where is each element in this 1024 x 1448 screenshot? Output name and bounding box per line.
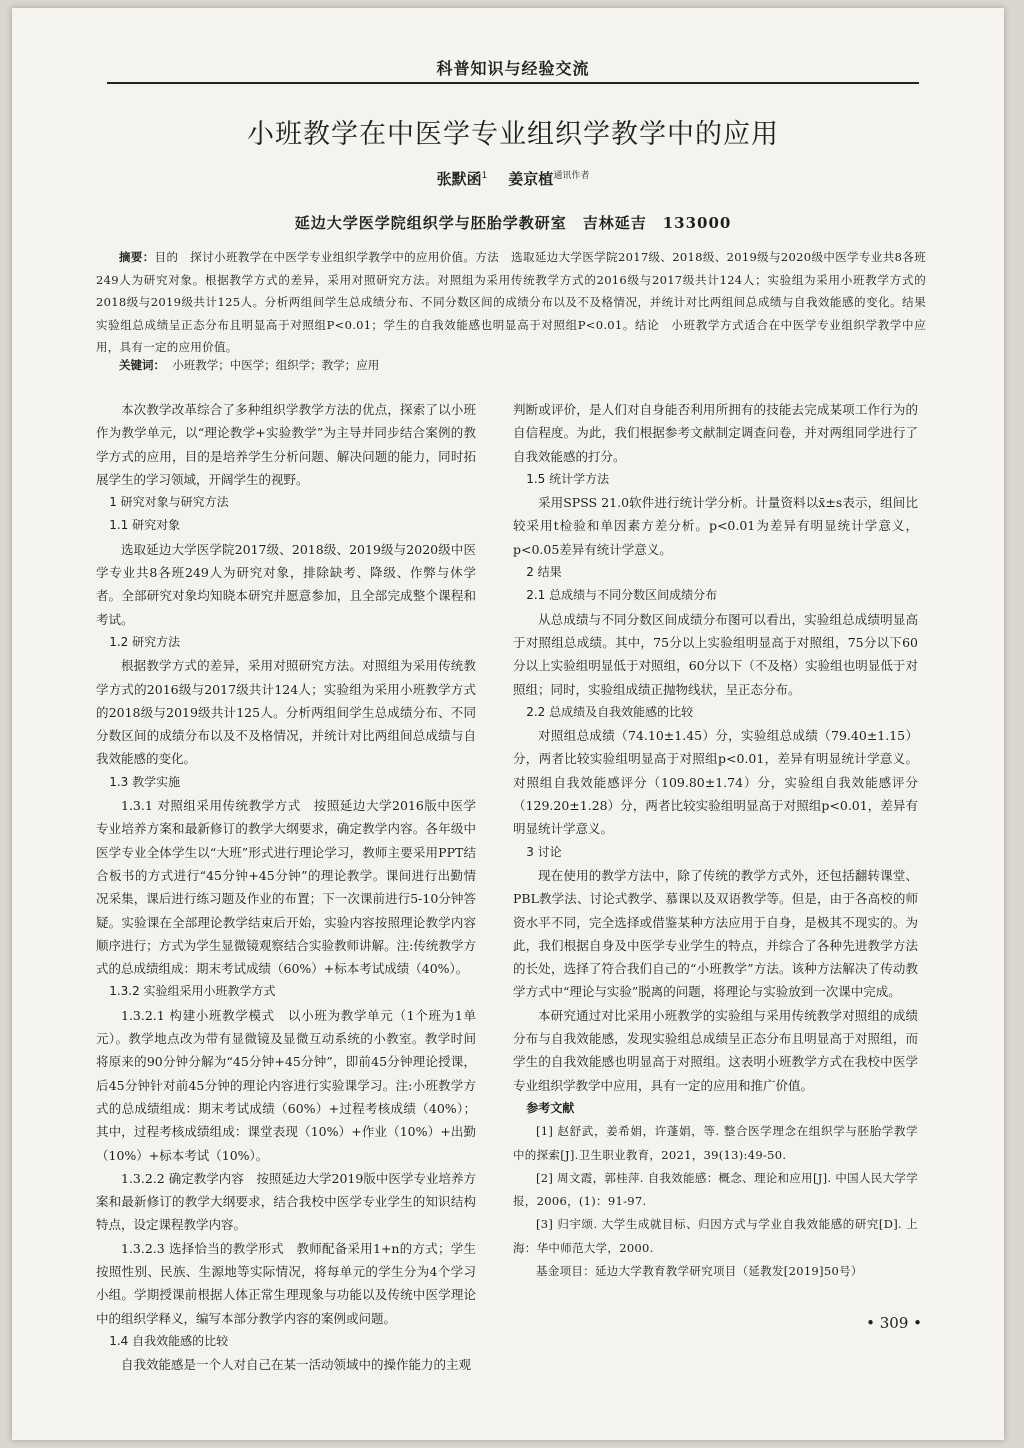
- paragraph: 根据教学方式的差异，采用对照研究方法。对照组为采用传统教学方式的2016级与2017级共计124人；实验组为采用小班教学方式的2018级与2019级共计125人。分析两组间学生总成绩分布、不同分数区间的成绩分布以及不及格情况，并统计对比两组间总成绩与自我效能感的变化。: [96, 658, 476, 767]
- paragraph: 从总成绩与不同分数区间成绩分布图可以看出，实验组总成绩明显高于对照组总成绩。其中，75分以上实验组明显高于对照组，75分以下60分以上实验组明显低于对照组，60分以下（不及格）实验组也明显低于对照组；同时，实验组成绩正抛物线状，呈正态分布。: [513, 611, 918, 697]
- author-2-sup: 通讯作者: [553, 171, 590, 181]
- paragraph: 选取延边大学医学院2017级、2018级、2019级与2020级中医学专业共8各班249人为研究对象，排除缺考、降级、作弊与休学者。全部研究对象均知晓本研究并愿意参加，且全部完成整个课程和考试。: [96, 541, 476, 627]
- paragraph: 本研究通过对比采用小班教学的实验组与采用传统教学对照组的成绩分布与自我效能感，发现实验组总成绩呈正态分布且明显高于对照组，而学生的自我效能感也明显高于对照组。这表明小班教学方式在我校中医学专业组织学教学中应用，具有一定的应用和推广价值。: [513, 1007, 918, 1093]
- paragraph: 1.3.2.2 确定教学内容 按照延边大学2019版中医学专业培养方案和最新修订的教学大纲要求，结合我校中医学专业学生的知识结构特点，设定课程教学内容。: [96, 1170, 476, 1233]
- paragraph: 1.3.2.1 构建小班教学模式 以小班为教学单元（1个班为1单元）。教学地点改为带有显微镜及显微互动系统的小教室。教学时间将原来的90分钟分解为“45分钟+45分钟”，即前45分钟理论授课，后45分钟针对前45分钟的理论内容进行实验课学习。注:小班教学方式的总成绩组成：期末考试成绩（60%）+过程考核成绩（40%）；其中，过程考核成绩组成：课堂表现（10%）+作业（10%）+出勤（10%）+标本考试（10%）。: [96, 1007, 476, 1163]
- abstract-label: 摘要：: [119, 250, 155, 264]
- references-heading: 参考文献: [526, 1100, 575, 1115]
- section-heading: 2.2 总成绩及自我效能感的比较: [526, 704, 694, 719]
- section-heading: 1 研究对象与研究方法: [109, 495, 229, 510]
- funding-note: 基金项目：延边大学教育教学研究项目（延教发[2019]50号）: [536, 1263, 863, 1278]
- section-heading: 1.4 自我效能感的比较: [109, 1333, 229, 1348]
- section-heading: 2.1 总成绩与不同分数区间成绩分布: [526, 588, 718, 603]
- author-1-sup: 1: [481, 171, 488, 181]
- author-2: 姜京植: [508, 170, 554, 188]
- section-heading: 3 讨论: [526, 844, 562, 859]
- keywords-text: 小班教学；中医学；组织学；教学；应用: [172, 358, 380, 372]
- reference-item: [1] 赵舒武，姜希娟，许蓬娟，等. 整合医学理念在组织学与胚胎学教学中的探索[J].卫生职业教育，2021，39(13):49-50.: [513, 1124, 918, 1162]
- abstract-text: 目的 探讨小班教学在中医学专业组织学教学中的应用价值。方法 选取延边大学医学院2017级、2018级、2019级与2020级中医学专业共8各班249人为研究对象。根据教学方式的差异，采用对照研究方法。对照组为采用传统教学方式的2016级与2017级共计124人；实验组为采用小班教学方式的2018级与2019级共计125人。分析两组间学生总成绩分布、不同分数区间的成绩分布以及不及格情况，并统计对比两组间总成绩与自我效能感的变化。结果 实验组总成绩呈正态分布且明显高于对照组P<0.01；学生的自我效能感也明显高于对照组P<0.01。结论 小班教学方式适合在中医学专业组织学教学中应用，具有一定的应用价值。: [96, 250, 938, 354]
- header-rule: [107, 82, 919, 84]
- keywords-label: 关键词：: [119, 358, 165, 372]
- paragraph: 判断或评价，是人们对自身能否利用所拥有的技能去完成某项工作行为的自信程度。为此，我们根据参考文献制定调查问卷，并对两组同学进行了自我效能感的打分。: [513, 402, 918, 464]
- paragraph: 1.3.1 对照组采用传统教学方式 按照延边大学2016版中医学专业培养方案和最新修订的教学大纲要求，确定教学内容。各年级中医学专业全体学生以“大班”形式进行理论学习，教师主要采用PPT结合板书的方式进行“45分钟+45分钟”的理论教学。课间进行出勤情况采集，课后进行练习题及作业的布置；下一次课前进行5-10分钟答疑。实验课在全部理论教学结束后开始，实验内容按照理论教学内容顺序进行；方式为学生显微镜观察结合实验教师讲解。注:传统教学方式的总成绩组成：期末考试成绩（60%）+标本考试成绩（40%）。: [96, 798, 476, 977]
- authors: [107, 168, 919, 189]
- section-heading: 1.2 研究方法: [109, 634, 181, 649]
- journal-page: [12, 8, 1004, 1440]
- page-number: • 309 •: [866, 1314, 922, 1332]
- section-heading: 1.5 统计学方法: [526, 471, 610, 486]
- reference-item: [2] 周文霞，郭桂萍. 自我效能感：概念、理论和应用[J]. 中国人民大学学报，2006，(1)：91-97.: [513, 1170, 918, 1209]
- left-column: [96, 398, 476, 1376]
- author-1: 张默函: [436, 170, 482, 188]
- paragraph: 对照组总成绩（74.10±1.45）分，实验组总成绩（79.40±1.15）分，两者比较实验组明显高于对照组p<0.01，差异有明显统计学意义。对照组自我效能感评分（109.80±1.74）分，实验组自我效能感评分（129.20±1.28）分，两者比较实验组明显高于对照组p<0.01，差异有明显统计学意义。: [513, 728, 918, 837]
- section-heading: 1.3 教学实施: [109, 774, 181, 789]
- article-title: 小班教学在中医学专业组织学教学中的应用: [247, 119, 779, 150]
- paragraph: 本次教学改革综合了多种组织学教学方法的优点，探索了以小班作为教学单元，以“理论教学+实验教学”为主导并同步结合案例的教学方式的应用，目的是培养学生分析问题、解决问题的能力，同时拓展学生的学习领域，开阔学生的视野。: [96, 402, 476, 487]
- paragraph: 自我效能感是一个人对自己在某一活动领域中的操作能力的主观: [121, 1357, 472, 1373]
- section-heading: 2 结果: [526, 565, 562, 580]
- section-heading: 1.1 研究对象: [109, 518, 181, 533]
- right-column: [513, 398, 918, 1283]
- reference-item: [3] 归宇颂. 大学生成就目标、归因方式与学业自我效能感的研究[D]. 上海：华中师范大学，2000.: [513, 1217, 918, 1255]
- section-heading: 1.3.2 实验组采用小班教学方式: [109, 984, 276, 999]
- paragraph: 现在使用的教学方法中，除了传统的教学方式外，还包括翻转课堂、PBL教学法、讨论式教学、慕课以及双语教学等。但是，由于各高校的师资水平不同，完全选择或借鉴某种方法应用于自身，是极其不现实的。为此，我们根据自身及中医学专业学生的特点，并综合了各种先进教学方法的长处，选择了符合我们自己的“小班教学”方法。该种方法解决了传动教学方式中“理论与实验”脱离的问题，将理论与实验放到一次课中完成。: [513, 867, 918, 1000]
- affiliation: 延边大学医学院组织学与胚胎学教研室 吉林延吉 133000: [294, 214, 732, 232]
- paragraph: 采用SPSS 21.0软件进行统计学分析。计量资料以x̄±s表示，组间比较采用t检验和单因素方差分析。p<0.01为差异有明显统计学意义，p<0.05差异有统计学意义。: [513, 495, 918, 557]
- running-head: 科普知识与经验交流: [436, 59, 590, 78]
- abstract: [96, 246, 938, 359]
- keywords: [96, 354, 926, 376]
- paragraph: 1.3.2.3 选择恰当的教学形式 教师配备采用1+n的方式；学生按照性别、民族、生源地等实际情况，将每单元的学生分为4个学习小组。学期授课前根据人体正常生理现象与功能以及传统中医学理论中的组织学释义，编写本部分教学内容的案例或问题。: [96, 1240, 476, 1326]
